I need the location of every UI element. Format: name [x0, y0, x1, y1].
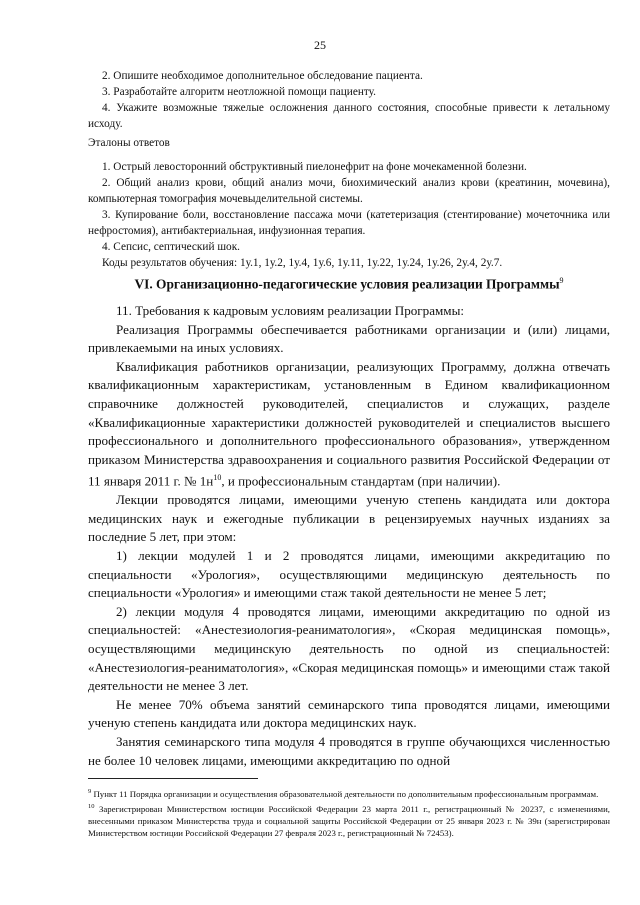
answer-item: 2. Общий анализ крови, общий анализ мочи, биохимический анализ крови (креатинин, мочевина), компьютерная томография мочевыделительной системы.: [88, 177, 610, 205]
footnote-mark: 9: [88, 788, 92, 795]
answers-title: Эталоны ответов: [88, 137, 170, 149]
footnote-divider: [88, 778, 258, 779]
answer-item: 4. Сепсис, септический шок.: [102, 241, 241, 253]
page-number: 25: [314, 38, 326, 52]
paragraph: Реализация Программы обеспечивается работниками организации и (или) лицами, привлекаемыми на иных условиях.: [88, 321, 610, 356]
paragraph: [88, 358, 610, 492]
section-body: [88, 302, 610, 770]
paragraph: Занятия семинарского типа модуля 4 проводятся в группе обучающихся численностью не более 10 человек лицами, имеющими аккредитацию по одной: [88, 734, 610, 768]
footnotes: [88, 786, 610, 840]
footnote: [88, 786, 610, 800]
learning-outcome-codes: Коды результатов обучения: 1у.1, 1у.2, 1у.4, 1у.6, 1у.11, 1у.22, 1у.24, 1у.26, 2у.4, 2у.7.: [102, 257, 503, 269]
question-item: 3. Разработайте алгоритм неотложной помощи пациенту.: [102, 86, 377, 98]
case-questions: [88, 68, 610, 132]
list-item: 2) лекции модуля 4 проводятся лицами, имеющими аккредитацию по одной из специальностей: «Анестезиология-реаниматология», «Скорая медицинская помощь», осуществляющими медицинскую деятельность по одной из специальностей: «Анестезиология-реаниматология», «Скорая медицинская помощь» и имеющими стаж такой деятельности не менее 3 лет.: [88, 603, 610, 694]
answer-item: 3. Купирование боли, восстановление пассажа мочи (катетеризация (стентирование) мочеточника или нефростомия), антибактериальная, инфузионная терапия.: [88, 209, 610, 237]
footnote-mark: 10: [88, 802, 95, 810]
paragraph: 11. Требования к кадровым условиям реализации Программы:: [116, 303, 465, 318]
question-item: 4. Укажите возможные тяжелые осложнения данного состояния, способные привести к летальному исходу.: [88, 102, 610, 130]
footnote-ref: 9: [559, 276, 564, 285]
paragraph-text: Квалификация работников организации, реализующих Программу, должна отвечать квалификационным характеристикам, установленным в Едином квалификационном справочнике должностей руководителей, специалистов и служащих, разделе «Квалификационные характеристики должностей руководителей и специалистов высшего профессионального и дополнительного профессионального образования», утвержденном приказом Министерства здравоохранения и социального развития Российской Федерации от 11 января 2011 г. № 1н: [88, 358, 610, 489]
answer-keys: [88, 135, 610, 271]
footnote-ref: 10: [213, 473, 222, 483]
footnote-text: Зарегистрирован Министерством юстиции Российской Федерации 23 марта 2011 г., регистрационный № 20237, с изменениями, внесенными приказом Министерства труда и социальной защиты Российской Федерации от 25 января 2023 г. № 39н (зарегистрирован Министерством юстиции Российской Федерации 27 февраля 2023 г., регистрационный № 72453).: [88, 803, 610, 838]
paragraph: Не менее 70% объема занятий семинарского типа проводятся лицами, имеющими ученую степень кандидата или доктора медицинских наук.: [88, 696, 610, 731]
footnote: [88, 801, 610, 839]
answer-item: 1. Острый левосторонний обструктивный пиелонефрит на фоне мочекаменной болезни.: [102, 161, 527, 173]
paragraph-text: , и профессиональным стандартам (при наличии).: [221, 473, 501, 489]
list-item: 1) лекции модулей 1 и 2 проводятся лицами, имеющими аккредитацию по специальности «Урология», осуществляющими медицинскую деятельность по специальности «Урология» и имеющими стаж такой деятельности не менее 5 лет;: [88, 548, 610, 601]
section-heading: [88, 272, 610, 293]
footnote-text: Пункт 11 Порядка организации и осуществления образовательной деятельности по дополнительным профессиональным программам.: [91, 788, 599, 799]
question-item: 2. Опишите необходимое дополнительное обследование пациента.: [102, 70, 423, 82]
paragraph: Лекции проводятся лицами, имеющими ученую степень кандидата или доктора медицинских наук и ежегодные публикации в рецензируемых научных изданиях за последние 5 лет, при этом:: [88, 492, 610, 545]
section-heading-text: VI. Организационно-педагогические условия реализации Программы: [134, 276, 560, 292]
